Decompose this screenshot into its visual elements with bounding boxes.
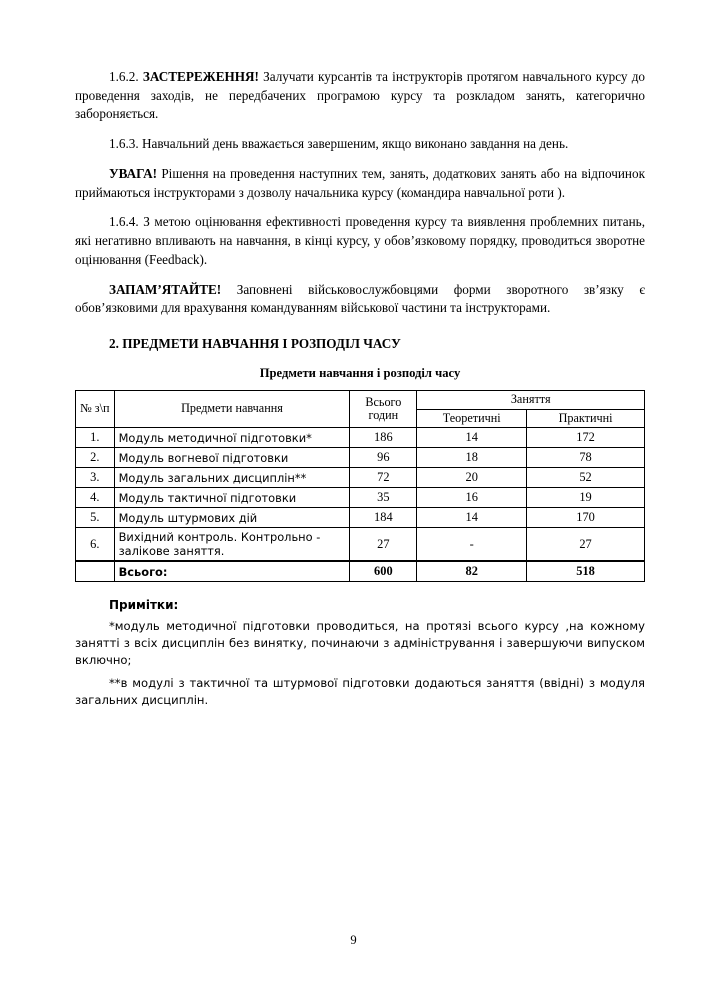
note-2: **в модулі з тактичної та штурмової підготовки додаються заняття (ввідні) з модуля загальних дисциплін. (75, 675, 645, 707)
total-num (76, 561, 115, 582)
row-theory: 20 (417, 468, 527, 488)
row-theory: 14 (417, 508, 527, 528)
paragraph-1-bold-label: ЗАСТЕРЕЖЕННЯ! (142, 69, 259, 84)
table-row (76, 448, 645, 468)
paragraph-3 (75, 165, 645, 202)
table-row (76, 428, 645, 448)
row-theory: - (417, 528, 527, 562)
row-practice: 172 (527, 428, 645, 448)
paragraph-3-bold-label: УВАГА! (109, 165, 158, 181)
notes-title: Примітки: (109, 598, 179, 613)
row-num: 1. (76, 428, 115, 448)
paragraph-4-text: З метою оцінювання ефективності проведення курсу та виявлення проблемних питань, які негативно впливають на навчання, в кінці курсу, у обов’язковому порядку, проводиться зворотне оцінювання (Feedback). (75, 214, 645, 267)
table-row (76, 528, 645, 562)
row-theory: 14 (417, 428, 527, 448)
paragraph-5-bold-label: ЗАПАМ’ЯТАЙТЕ! (109, 281, 222, 297)
row-practice: 52 (527, 468, 645, 488)
paragraph-4-lead: 1.6.4. (109, 214, 139, 230)
paragraph-3-text: Рішення на проведення наступних тем, занять, додаткових занять або на відпочинок приймаються інструкторами з дозволу начальника курсу (командира навчальної роти ). (75, 165, 645, 200)
total-label: Всього: (114, 561, 350, 582)
row-total: 184 (350, 508, 417, 528)
paragraph-2 (75, 135, 645, 154)
section-heading: 2. ПРЕДМЕТИ НАВЧАННЯ І РОЗПОДІЛ ЧАСУ (109, 336, 401, 352)
paragraph-2-lead: 1.6.3. (109, 136, 139, 152)
subjects-table (75, 390, 645, 582)
row-num: 5. (76, 508, 115, 528)
row-total: 72 (350, 468, 417, 488)
paragraph-5 (75, 281, 645, 318)
row-total: 96 (350, 448, 417, 468)
row-num: 4. (76, 488, 115, 508)
row-subject: Модуль тактичної підготовки (114, 488, 350, 508)
table-total-row (76, 561, 645, 582)
row-subject: Модуль загальних дисциплін** (114, 468, 350, 488)
paragraph-4 (75, 213, 645, 269)
row-subject: Модуль методичної підготовки* (114, 428, 350, 448)
row-practice: 27 (527, 528, 645, 562)
row-num: 6. (76, 528, 115, 562)
table-header-row-1 (76, 391, 645, 410)
row-subject: Модуль штурмових дій (114, 508, 350, 528)
row-total: 35 (350, 488, 417, 508)
row-practice: 78 (527, 448, 645, 468)
total-theory: 82 (417, 561, 527, 582)
paragraph-1-text: Залучати курсантів та інструкторів протягом навчального курсу до проведення заходів, не передбачених програмою курсу та розкладом занять, категорично забороняється. (75, 69, 646, 122)
header-practice: Практичні (527, 409, 645, 428)
row-subject: Вихідний контроль. Контрольно - залікове заняття. (114, 528, 350, 562)
row-practice: 170 (527, 508, 645, 528)
table-row (76, 488, 645, 508)
row-practice: 19 (527, 488, 645, 508)
table-row (76, 508, 645, 528)
header-total-hours: Всього годин (350, 391, 417, 428)
row-num: 2. (76, 448, 115, 468)
paragraph-1-lead: 1.6.2. (109, 69, 139, 84)
paragraph-2-text: Навчальний день вважається завершеним, якщо виконано завдання на день. (138, 136, 569, 152)
row-theory: 18 (417, 448, 527, 468)
header-lessons: Заняття (417, 391, 645, 410)
row-num: 3. (76, 468, 115, 488)
header-subject: Предмети навчання (114, 391, 350, 428)
paragraph-1 (75, 68, 645, 124)
row-total: 27 (350, 528, 417, 562)
note-1: *модуль методичної підготовки проводиться, на протязі всього курсу ,на кожному занятті з всіх дисциплін без винятку, починаючи з адміністрування і завершуючи випуском включно; (75, 619, 645, 667)
table-row (76, 468, 645, 488)
row-total: 186 (350, 428, 417, 448)
header-num: № з\п (76, 391, 115, 428)
paragraph-5-text: Заповнені військовослужбовцями форми зворотного зв’язку є обов’язковими для врахування командуванням військової частини та інструкторами. (75, 281, 645, 316)
header-theory: Теоретичні (417, 409, 527, 428)
table-caption: Предмети навчання і розподіл часу (259, 366, 461, 381)
total-hours: 600 (350, 561, 417, 582)
total-practice: 518 (527, 561, 645, 582)
page-number: 9 (350, 933, 357, 947)
row-theory: 16 (417, 488, 527, 508)
row-subject: Модуль вогневої підготовки (114, 448, 350, 468)
